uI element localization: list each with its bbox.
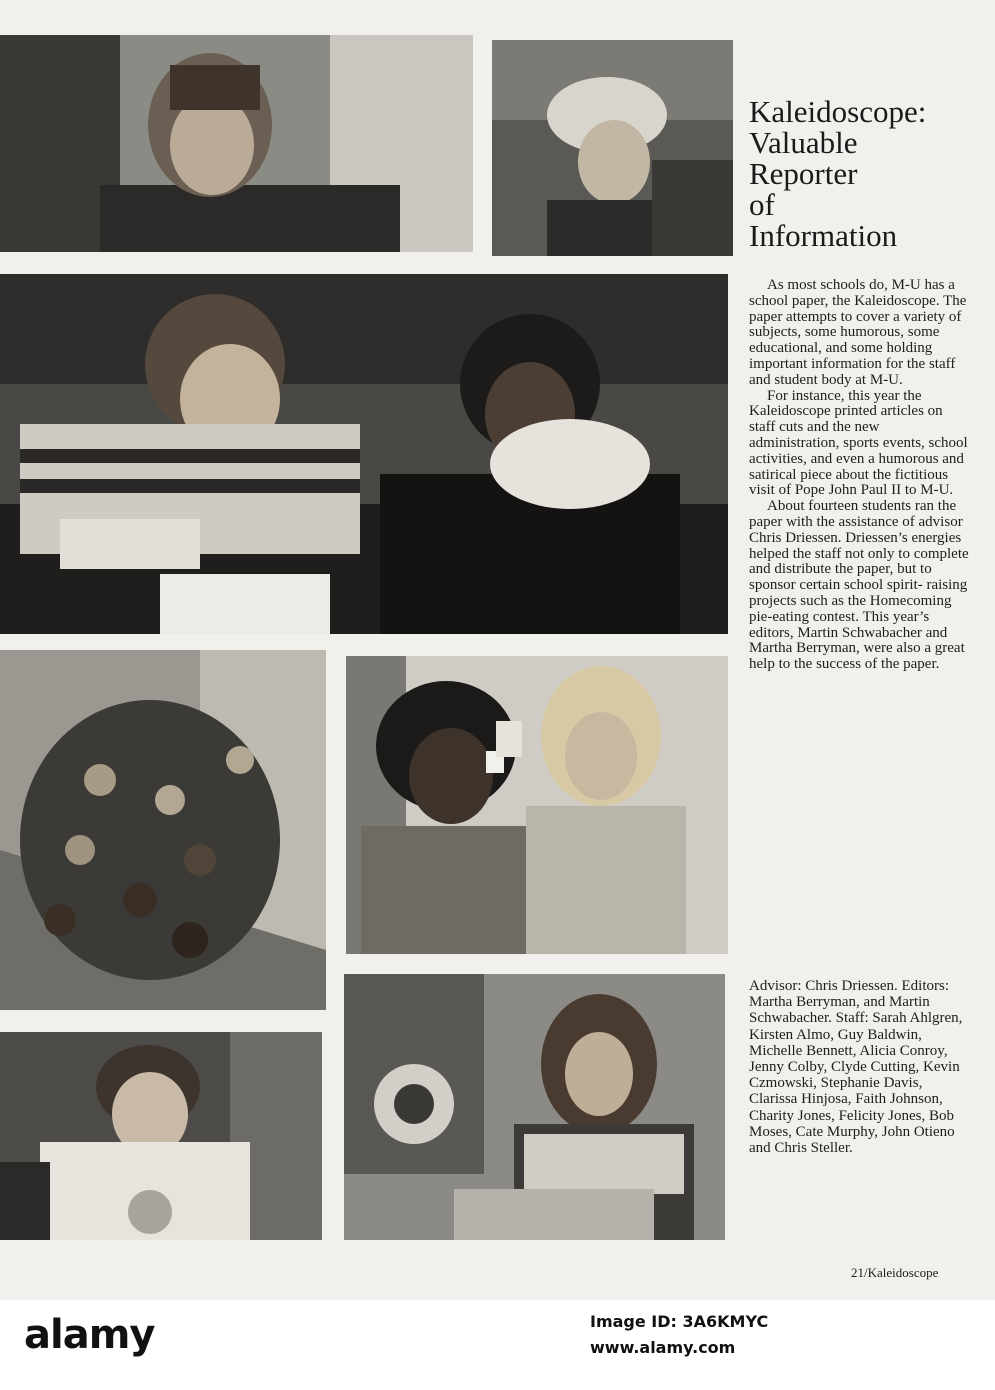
page-folio: 21/Kaleidoscope	[851, 1265, 939, 1280]
photo-student-at-machine	[344, 974, 725, 1240]
photo-students-at-table	[0, 274, 728, 634]
article-body	[749, 278, 971, 673]
article-paragraph: As most schools do, M-U has a school paper, the Kaleidoscope. The paper attempts to cover a variety of subjects, some humorous, some educational, and some holding important information for the staff and student body at M-U.	[749, 277, 967, 388]
stock-url-text: www.alamy.com	[590, 1338, 736, 1357]
article-paragraph: About fourteen students ran the paper with the assistance of advisor Chris Driessen. Driessen’s energies helped the staff not only to complete and distribute the paper, but to sponsor certain school spirit- raising projects such as the Homecoming pie-eating contest. This year’s editors, Martin Schwabacher and Martha Berryman, were also a great help to the success of the paper.	[749, 498, 969, 673]
alamy-logo: alamy	[24, 1312, 155, 1358]
article-paragraph: For instance, this year the Kaleidoscope printed articles on staff cuts and the new administration, sports events, school activities, and even a humorous and satirical piece about the fictitious visit of Pope John Paul II to M-U.	[749, 387, 968, 499]
image-id-text: Image ID: 3A6KMYC	[590, 1312, 769, 1331]
photo-two-students-reading	[346, 656, 728, 954]
photo-student-writing	[0, 35, 473, 252]
staff-credits: Advisor: Chris Driessen. Editors: Martha Berryman, and Martin Schwabacher. Staff: Sarah Ahlgren, Kirsten Almo, Guy Baldwin, Michelle Bennett, Alicia Conroy, Jenny Colby, Clyde Cutting, Kevin Czmowski, Stephanie Davis, Clarissa Hinjosa, Faith Johnson, Charity Jones, Felicity Jones, Bob Moses, Cate Murphy, John Otieno and Chris Steller.	[749, 978, 963, 1157]
article-headline: Kaleidoscope: Valuable Reporter of Information	[749, 94, 927, 253]
photo-student-university-shirt	[0, 1032, 322, 1240]
photo-group-on-stairs	[0, 650, 326, 1010]
photo-student-cap	[492, 40, 733, 256]
